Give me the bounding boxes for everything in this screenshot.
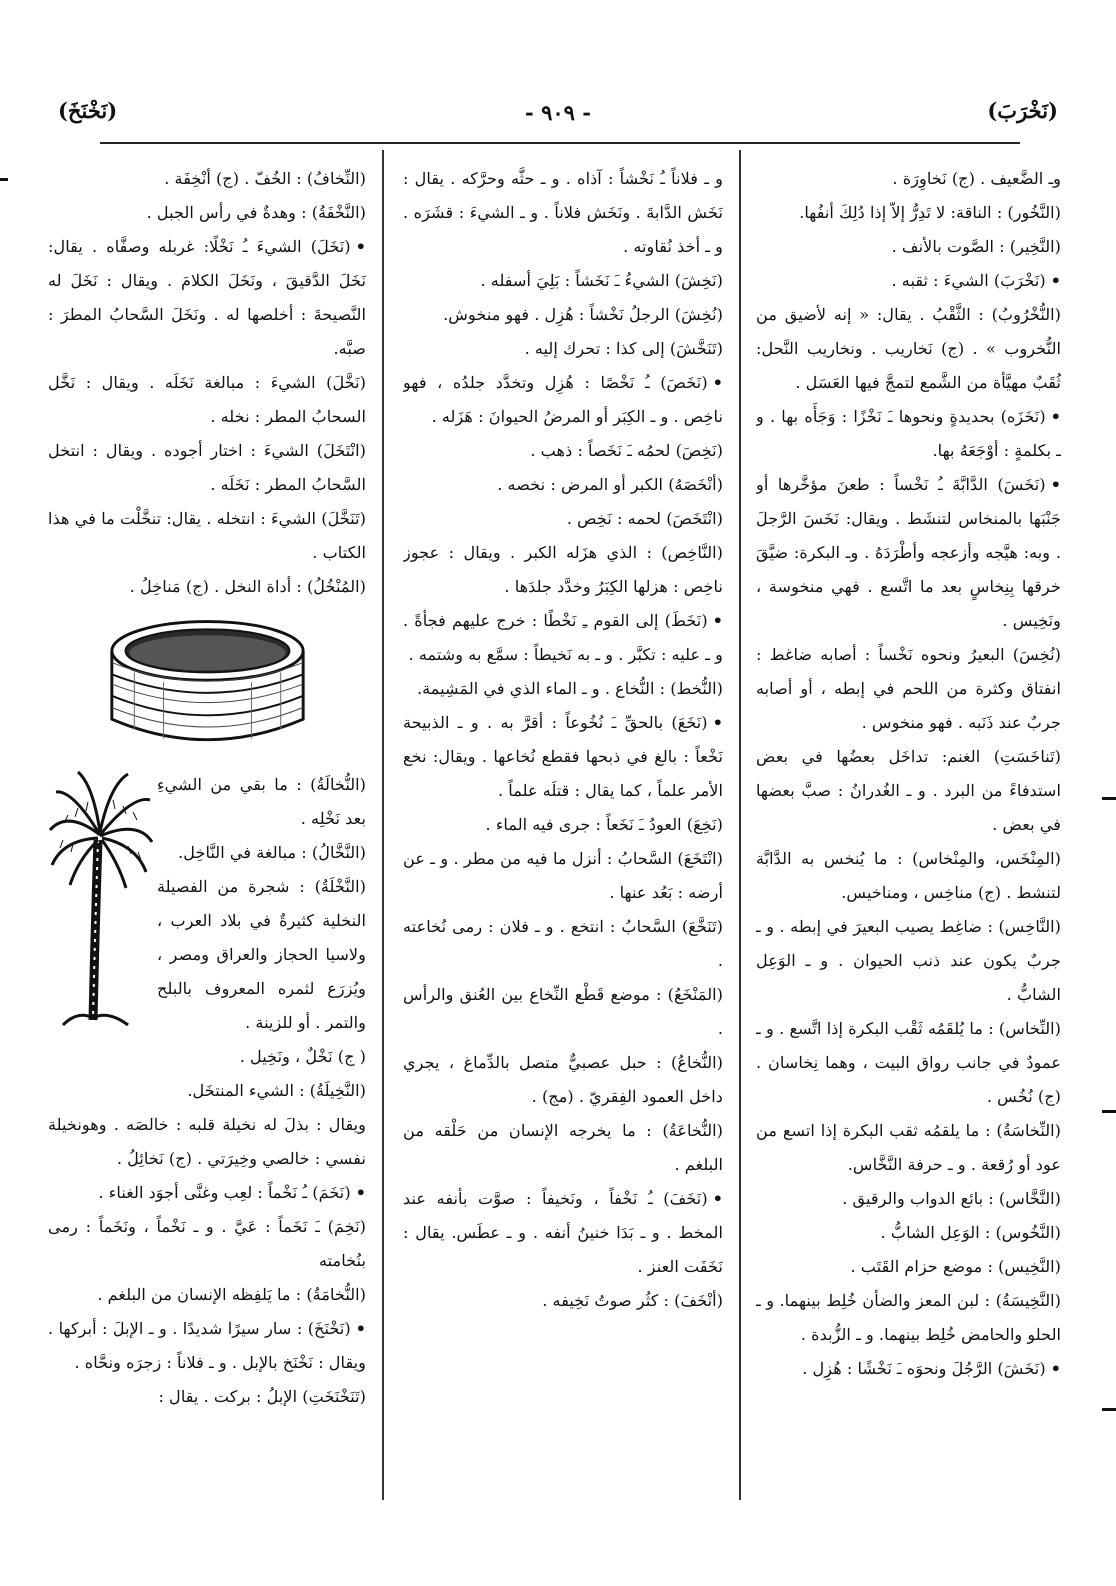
palm-entry-block: [48, 768, 366, 1108]
entry-text: (النَّاخِص) : الذي هزَله الكبر . ويقال : عجوز ناخِص : هزلها الكِبَرُ وخدَّد جلدَها .: [403, 543, 723, 596]
entry-paragraph: [403, 162, 723, 264]
headword-entry: [403, 1182, 723, 1284]
entry-text: (نَخْنَخَ) : سار سيرًا شديدًا . و ـ الإبلَ : أبركها . ويقال : نَخْنَخ بالإبل . و ـ فلاناً : زجرَه ونحَّاه .: [48, 1319, 366, 1372]
entry-text: (نَخَسَ) الدَّابَّةَ ـُ نَخْساً : طعنَ مؤخَّرها أو جَنْبَها بالمنخاس لتنشَط . ويقال: نَخَسَ الرَّجلَ . وبه: هيَّجه وأزعجه وأطْرَدَهُ . وـ البكرة: ضيَّقَ خرقها بِنِخاسٍ بعد ما اتَّسع . فهي منخوسة ، ونَخِيس .: [756, 475, 1061, 630]
entry-paragraph: [756, 1250, 1061, 1284]
entry-paragraph: [48, 1380, 366, 1414]
headword-entry: [48, 1312, 366, 1380]
entry-text: (نَخَّلَ) الشيءَ : مبالغة نَخَلَه . ويقال : نَخَّل السحابُ المطر : نخله .: [48, 373, 366, 426]
entry-text: (أنْخَصَهُ) الكبر أو المرض : نخصه .: [497, 475, 723, 494]
entry-paragraph: [756, 298, 1061, 400]
entry-text: (أنْخَفَ) : كثُر صوتُ نَخِيفه .: [542, 1291, 723, 1310]
entry-text: (نَخَصَ) ـُ نَخْصًا : هُزِل وتخدَّد جلدُه ، فهو ناخِص . و ـ الكِبَر أو المرضُ الحيوانَ : هَزَله .: [403, 373, 723, 426]
running-head-right: (نَخْرَبَ): [987, 98, 1058, 123]
entry-text: (تَنَخَّشَ) إلى كذا : تحرك إليه .: [524, 339, 723, 358]
entry-text: وـ الضَّعيف . (ج) نَخاوِرَة .: [892, 169, 1061, 188]
headword-entry: [48, 230, 366, 366]
entry-paragraph: [756, 230, 1061, 264]
entry-text: (النُّخاعَةُ) : ما يخرجه الإنسان من حَلْقه من البلغم .: [403, 1121, 723, 1174]
entry-paragraph: [403, 842, 723, 910]
entry-text: (نَخَمَ) ـُ نَخْماً : لعِب وغنَّى أجوَد الغناء .: [98, 1183, 351, 1202]
entry-text: (المِنْخَس، والمِنْخاس) : ما يُنخس به الدَّابَّة لتنشط . (ج) مناخِس ، ومناخيس.: [756, 849, 1061, 902]
entry-text: (نَخَشَ) الرَّجُلَ ونحوَه ـَ نَخْشًا : هُزِل .: [802, 1359, 1046, 1378]
headword-entry: [756, 264, 1061, 298]
entry-paragraph: [756, 638, 1061, 740]
entry-paragraph: [756, 162, 1061, 196]
entry-text: (نَخَفَ) ـُ نَخْفاً ، ونَخيفاً : صوَّت بأنفه عند المخط . و ـ بَدَا خنينُ أنفه . و ـ عطَس. يقال : نَخَفَت العنز .: [403, 1189, 723, 1276]
entry-text: (النَّخُور) : الناقة: لا تَدِرُّ إلاّ إذا دُلِكَ أنفُها.: [799, 203, 1061, 222]
entry-paragraph: [403, 332, 723, 366]
bullet-icon: •: [1050, 475, 1061, 494]
entry-paragraph: [756, 1182, 1061, 1216]
entry-text: (النَّخَّالُ) : مبالغة في النَّاخِل.: [178, 843, 366, 862]
page-number: - ٩٠٩ -: [525, 100, 591, 125]
entry-paragraph: [756, 740, 1061, 842]
entry-paragraph: [48, 196, 366, 230]
entry-text: (النُّخالَةُ) : ما بقي من الشيءِ بعد نَخْلِه .: [157, 775, 366, 828]
entry-paragraph: [756, 196, 1061, 230]
entry-text: (نَخَطَ) إلى القوم ـِ نَخْطًا : خرج عليهم فجأةً . و ـ عليه : تكبَّر . و ـ به نَخيطاً : سمَّع به وشتمه .: [403, 611, 723, 664]
entry-paragraph: [403, 1284, 723, 1318]
entry-text: (النَّخْلَةُ) : شجرة من الفصيلة النخلية كثيرةٌ في بلاد العرب ، ولاسيا الحجاز والعراق ومصر ، ويُزرَع لثمره المعروف بالبلح والتمر . أو للزينة .: [157, 877, 366, 1032]
entry-text: (النَّاخِس) : ضاغِط يصيب البعيرَ في إبطه . و ـ جربٌ يكون عند ذنب الحيوان . و ـ الوَعِل الشابُّ .: [756, 917, 1061, 1004]
entry-text: (النُّخْرُوبُ) : الثَّقْبُ . يقال: « إنه لأضيق من النُّخروب » . (ج) نَخاريب . ونخاريب النَّحل: ثُقَبٌ مهيَّأة من الشَّمع لتمجَّ فيها العَسَل .: [756, 305, 1061, 392]
entry-text: (تَنَخَّعَ) السَّحابُ : انتخع . و ـ فلان : رمى نُخاعته .: [403, 917, 723, 970]
bullet-icon: •: [355, 1183, 366, 1202]
headword-entry: [403, 366, 723, 434]
entry-paragraph: [756, 842, 1061, 910]
entry-text: (النَّخِيس) : موضع حزام القَتَب .: [850, 1257, 1061, 1276]
headword-entry: [756, 1352, 1061, 1386]
headword-entry: [403, 604, 723, 672]
bullet-icon: •: [712, 1189, 723, 1208]
entry-paragraph: [403, 808, 723, 842]
palm-tree-illustration: [48, 770, 153, 1030]
entry-text: (انْتَخَعَ) السَّحابُ : أنزل ما فيه من مطر . و ـ عن أرضه : بَعُد عنها .: [403, 849, 723, 902]
entry-paragraph: [756, 1012, 1061, 1114]
entry-paragraph: [403, 1114, 723, 1182]
bullet-icon: •: [1050, 1359, 1061, 1378]
bullet-icon: •: [712, 713, 723, 732]
entry-text: (النُّخط) : النُّخاع . و ـ الماء الذي في المَشِيمة.: [416, 679, 723, 698]
entry-paragraph: [403, 434, 723, 468]
entry-paragraph: [403, 672, 723, 706]
entry-paragraph: [756, 1114, 1061, 1182]
entry-paragraph: [48, 162, 366, 196]
headword-entry: [756, 468, 1061, 638]
column-middle: [403, 162, 723, 1482]
headword-entry: [48, 1176, 366, 1210]
bullet-icon: •: [355, 1319, 366, 1338]
entry-text: ويقال : بذلَ له نخيلة قلبه : خالصَه . وهونخيلة نفسي : خالصي وخِيرَتي . (ج) نَخائِلُ .: [48, 1115, 366, 1168]
bullet-icon: •: [355, 237, 366, 256]
entry-text: (النَّخِيلَةُ) : الشيء المنتخَل.: [187, 1081, 366, 1100]
entry-text: (نَخْرَبَ) الشيءَ : ثقبه .: [891, 271, 1046, 290]
scan-mark: [0, 178, 8, 181]
entry-text: (النَّخِير) : الصَّوت بالأنف .: [891, 237, 1061, 256]
headword-entry: [403, 706, 723, 808]
entry-paragraph: [403, 910, 723, 978]
entry-paragraph: [403, 502, 723, 536]
column-right: [756, 162, 1061, 1482]
entry-paragraph: [48, 1278, 366, 1312]
column-divider: [382, 150, 384, 1500]
entry-paragraph: [48, 1074, 366, 1108]
column-divider: [739, 150, 741, 1500]
entry-paragraph: [48, 1108, 366, 1176]
entry-text: (نُخِسَ) البعيرُ ونحوه نَخْساً : أصابه ضاغط : انفتاق وكثرة من اللحم في إبطه ، أو أصابه جربٌ عند ذَنَبه . فهو منخوس .: [756, 645, 1061, 732]
entry-text: (النِّخاس) : ما يُلقَمُه ثَقْب البكرة إذا اتَّسع . و ـ عمودٌ في جانب رواق البيت ، وهما نِخاسان . (ج) نُخُس .: [756, 1019, 1061, 1106]
entry-text: (النَّخْفَةُ) : وهدةٌ في رأس الجبل .: [146, 203, 366, 222]
entry-paragraph: [48, 570, 366, 604]
entry-text: و ـ فلاناً ـُ نَخْشاً : آذاه . و ـ حثَّه وحرَّكه . يقال : نَخَش الدَّابةَ . ونَخَش فلاناً . و ـ الشيءَ : قشَرَه . و ـ أخذ نُقاوته .: [403, 169, 723, 256]
entry-paragraph: [403, 468, 723, 502]
entry-text: (نَخَعَ) بالحقِّ ـَ نُخُوعاً : أقرَّ به . و ـ الذبيحة نَخْعاً : بالغ في ذبحها فقطع نُخاعها . ويقال: نخع الأمر علماً ، كما يقال : قتلَه علماً .: [403, 713, 723, 800]
entry-text: (النِّخاسَةُ) : ما يلقمُه ثقب البكرة إذا اتسع من عود أو رُقعة . و ـ حرفة النَّخَّاس.: [756, 1121, 1061, 1174]
entry-paragraph: [403, 1046, 723, 1114]
headword-entry: [756, 400, 1061, 468]
entry-text: (تَنَخْنَخَتِ) الإبلُ : بركت . يقال :: [158, 1387, 366, 1406]
entry-paragraph: [48, 366, 366, 434]
running-head-left: (نَخْنَخَ): [58, 98, 118, 123]
entry-paragraph: [756, 910, 1061, 1012]
entry-text: (النُّخامَةُ) : ما يَلفِظه الإنسان من البلغم .: [97, 1285, 366, 1304]
entry-paragraph: [403, 264, 723, 298]
entry-text: (النَّخَّاس) : بائع الدواب والرقيق .: [842, 1189, 1061, 1208]
entry-text: (نَخِصَ) لحمُه ـَ نَخَصاً : ذهب .: [530, 441, 723, 460]
column-left: [48, 162, 366, 1482]
entry-paragraph: [756, 1216, 1061, 1250]
entry-text: ( ج) نَخْلٌ ، ونَخِيل .: [239, 1047, 366, 1066]
entry-paragraph: [403, 298, 723, 332]
entry-paragraph: [48, 434, 366, 502]
entry-text: (النَّخِيسَةُ) : لبن المعز والضأن خُلِط بينهما. و ـ الحلو والحامض خُلِط بينهما. و ـ الزُّبدة .: [756, 1291, 1061, 1344]
entry-paragraph: [48, 502, 366, 570]
entry-paragraph: [48, 1210, 366, 1278]
header-rule: [100, 142, 1020, 144]
bullet-icon: •: [712, 373, 723, 392]
sieve-illustration: [105, 612, 310, 762]
scan-mark: [1102, 1110, 1116, 1113]
bullet-icon: •: [1050, 271, 1061, 290]
entry-paragraph: [403, 978, 723, 1046]
entry-text: (المَنْخَعُ) : موضع قَطْع النِّخاع بين العُنق والرأس .: [403, 985, 723, 1038]
entry-paragraph: [403, 536, 723, 604]
left-column-top-entries: [48, 162, 366, 604]
entry-text: (نَخَلَ) الشيءَ ـُ نَخْلًا: غربله وصفَّاه . يقال: نَخَلَ الدَّقيقَ ، ونَخَلَ الكلامَ . ويقال : نَخَلَ له النَّصيحةَ : أخلصها له . ونَخَلَ السَّحابُ المطرَ : صبَّه.: [48, 237, 366, 358]
entry-text: (النِّخافُ) : الخُفّ . (ج) أنْخِفَة .: [164, 169, 366, 188]
entry-text: (تَنَخَّلَ) الشيءَ : انتخله . يقال: تنخَّلْت ما في هذا الكتاب .: [48, 509, 366, 562]
scan-mark: [1102, 1408, 1116, 1411]
entry-text: (النُّخاعُ) : حبل عصبيٌّ متصل بالدِّماغ ، يجري داخل العمود الفِقريّ . (مج) .: [403, 1053, 723, 1106]
entry-text: (نَخِمَ) ـَ نَخَماً : عَيَّ . و ـ نَخْماً ، ونَخَماً : رمى بنُخامته: [48, 1217, 366, 1270]
left-column-bottom-entries: [48, 1108, 366, 1414]
entry-text: (تَناخَسَتِ) الغنم: تداخَل بعضُها في بعض استدفاءً من البرد . و ـ الغُدرانُ : صبَّ بعضها في بعض .: [756, 747, 1061, 834]
entry-text: (نَخَزَه) بحديدةٍ ونحوها ـَ نَخْزًا : وَجَأَه بها . و ـ بكلمةٍ : أوْجَعَهُ بها.: [756, 407, 1061, 460]
entry-paragraph: [756, 1284, 1061, 1352]
entry-text: (انْتَخَصَ) لحمه : نَخِص .: [566, 509, 723, 528]
entry-text: (انْتَخَلَ) الشيءَ : اختار أجوده . ويقال : انتخل السَّحابُ المطر : نَخَلَه .: [48, 441, 366, 494]
entry-text: (نَخِعَ) العودُ ـَ نَخَعاً : جرى فيه الماء .: [485, 815, 723, 834]
entry-text: (المُنْخُلُ) : أداة النخل . (ج) مَناخِلُ .: [129, 577, 366, 596]
entry-text: (نُخِشَ) الرجلُ نَخْشاً : هُزِل . فهو منخوش.: [443, 305, 723, 324]
bullet-icon: •: [712, 611, 723, 630]
scan-mark: [1102, 797, 1116, 800]
entry-text: (نَخِشَ) الشيءُ ـَ نَخَشاً : بَلِيَ أسفله .: [480, 271, 723, 290]
entry-paragraph: [48, 1040, 366, 1074]
bullet-icon: •: [1050, 407, 1061, 426]
entry-text: (النَّخُوس) : الوَعِل الشابُّ .: [880, 1223, 1061, 1242]
